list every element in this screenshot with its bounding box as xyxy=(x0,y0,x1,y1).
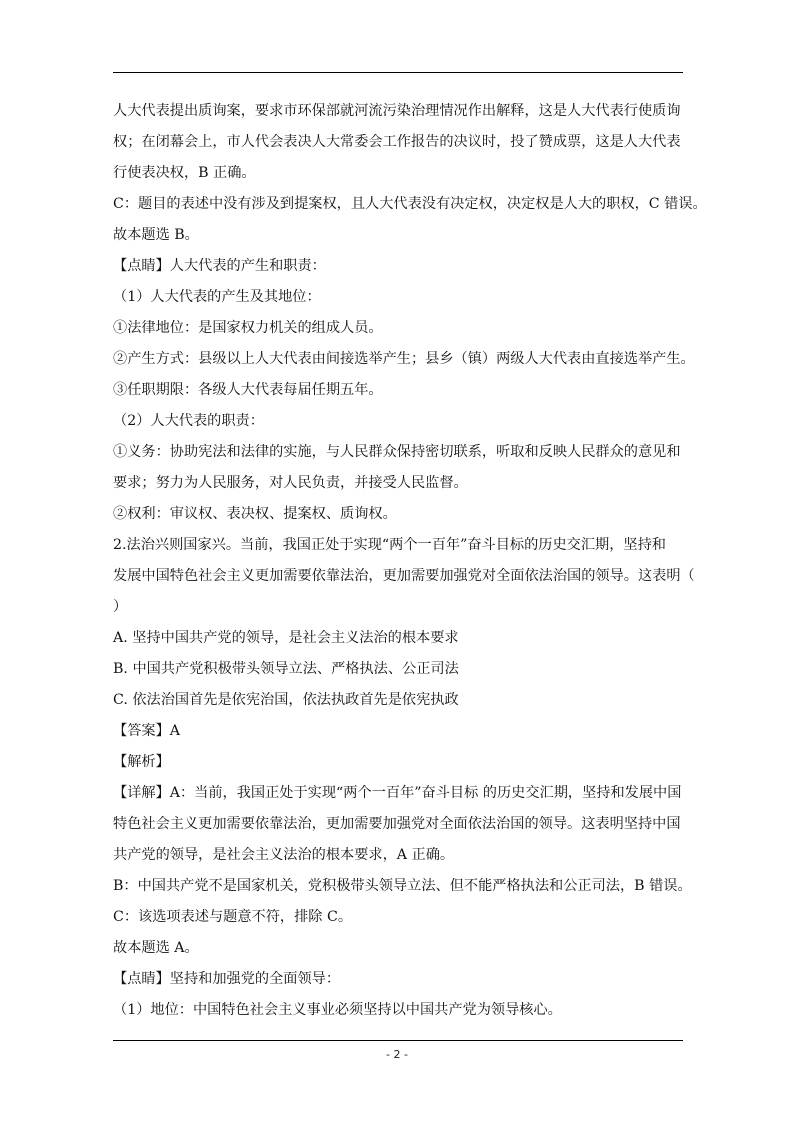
text-line: 【点睛】人大代表的产生和职责： xyxy=(113,258,326,274)
question-stem-line: 2.法治兴则国家兴。当前，我国正处于实现“两个一百年”奋斗目标的历史交汇期，坚持和 xyxy=(113,537,666,553)
text-line: 特色社会主义更加需要依靠法治，更加需要加强党对全面依法治国的领导。这表明坚持中国 xyxy=(113,816,681,832)
question-stem-line: 发展中国特色社会主义更加需要依靠法治，更加需要加强党对全面依法治国的领导。这表明（ xyxy=(113,568,695,584)
option-a: A. 坚持中国共产党的领导，是社会主义法治的根本要求 xyxy=(113,630,459,646)
text-line: ②产生方式：县级以上人大代表由间接选举产生；县乡（镇）两级人大代表由直接选举产生。 xyxy=(113,351,695,367)
option-c: C. 依法治国首先是依宪治国，依法执政首先是依宪执政 xyxy=(113,692,459,708)
text-line: （1）地位：中国特色社会主义事业必须坚持以中国共产党为领导核心。 xyxy=(113,1002,562,1018)
question-stem-line: ） xyxy=(113,599,128,615)
text-line: ②权利：审议权、表决权、提案权、质询权。 xyxy=(113,506,397,522)
document-body xyxy=(113,96,707,1026)
text-line: B：中国共产党不是国家机关，党积极带头领导立法、但不能严格执法和公正司法，B 错误。 xyxy=(113,878,692,894)
text-line: 共产党的领导，是社会主义法治的根本要求，A 正确。 xyxy=(113,847,455,863)
text-line: 【详解】A：当前，我国正处于实现“两个一百年”奋斗目标 的历史交汇期，坚持和发展中国 xyxy=(113,785,682,801)
analysis-label: 【解析】 xyxy=(113,754,170,770)
header-rule xyxy=(113,72,683,73)
text-line: ③任职期限：各级人大代表每届任期五年。 xyxy=(113,382,383,398)
footer-rule xyxy=(113,1040,683,1041)
text-line: 人大代表提出质询案，要求市环保部就河流污染治理情况作出解释，这是人大代表行使质询 xyxy=(113,103,681,119)
text-line: 要求；努力为人民服务，对人民负责，并接受人民监督。 xyxy=(113,475,468,491)
page-number: - 2 - xyxy=(386,1048,408,1061)
option-b: B. 中国共产党积极带头领导立法、严格执法、公正司法 xyxy=(113,661,459,677)
text-line: 【点睛】坚持和加强党的全面领导： xyxy=(113,971,341,987)
text-line: ①义务：协助宪法和法律的实施，与人民群众保持密切联系，听取和反映人民群众的意见和 xyxy=(113,444,681,460)
text-line: 故本题选 B。 xyxy=(113,227,199,243)
text-line: ①法律地位：是国家权力机关的组成人员。 xyxy=(113,320,383,336)
text-line: C：题目的表述中没有涉及到提案权，且人大代表没有决定权，决定权是人大的职权，C 错误。 xyxy=(113,196,707,212)
answer-label: 【答案】A xyxy=(113,723,180,739)
text-line: 行使表决权，B 正确。 xyxy=(113,165,256,181)
text-line: （2）人大代表的职责： xyxy=(113,413,264,429)
text-line: 故本题选 A。 xyxy=(113,940,199,956)
text-line: 权；在闭幕会上，市人代会表决人大常委会工作报告的决议时，投了赞成票，这是人大代表 xyxy=(113,134,681,150)
text-line: C：该选项表述与题意不符，排除 C。 xyxy=(113,909,353,925)
text-line: （1）人大代表的产生及其地位： xyxy=(113,289,321,305)
